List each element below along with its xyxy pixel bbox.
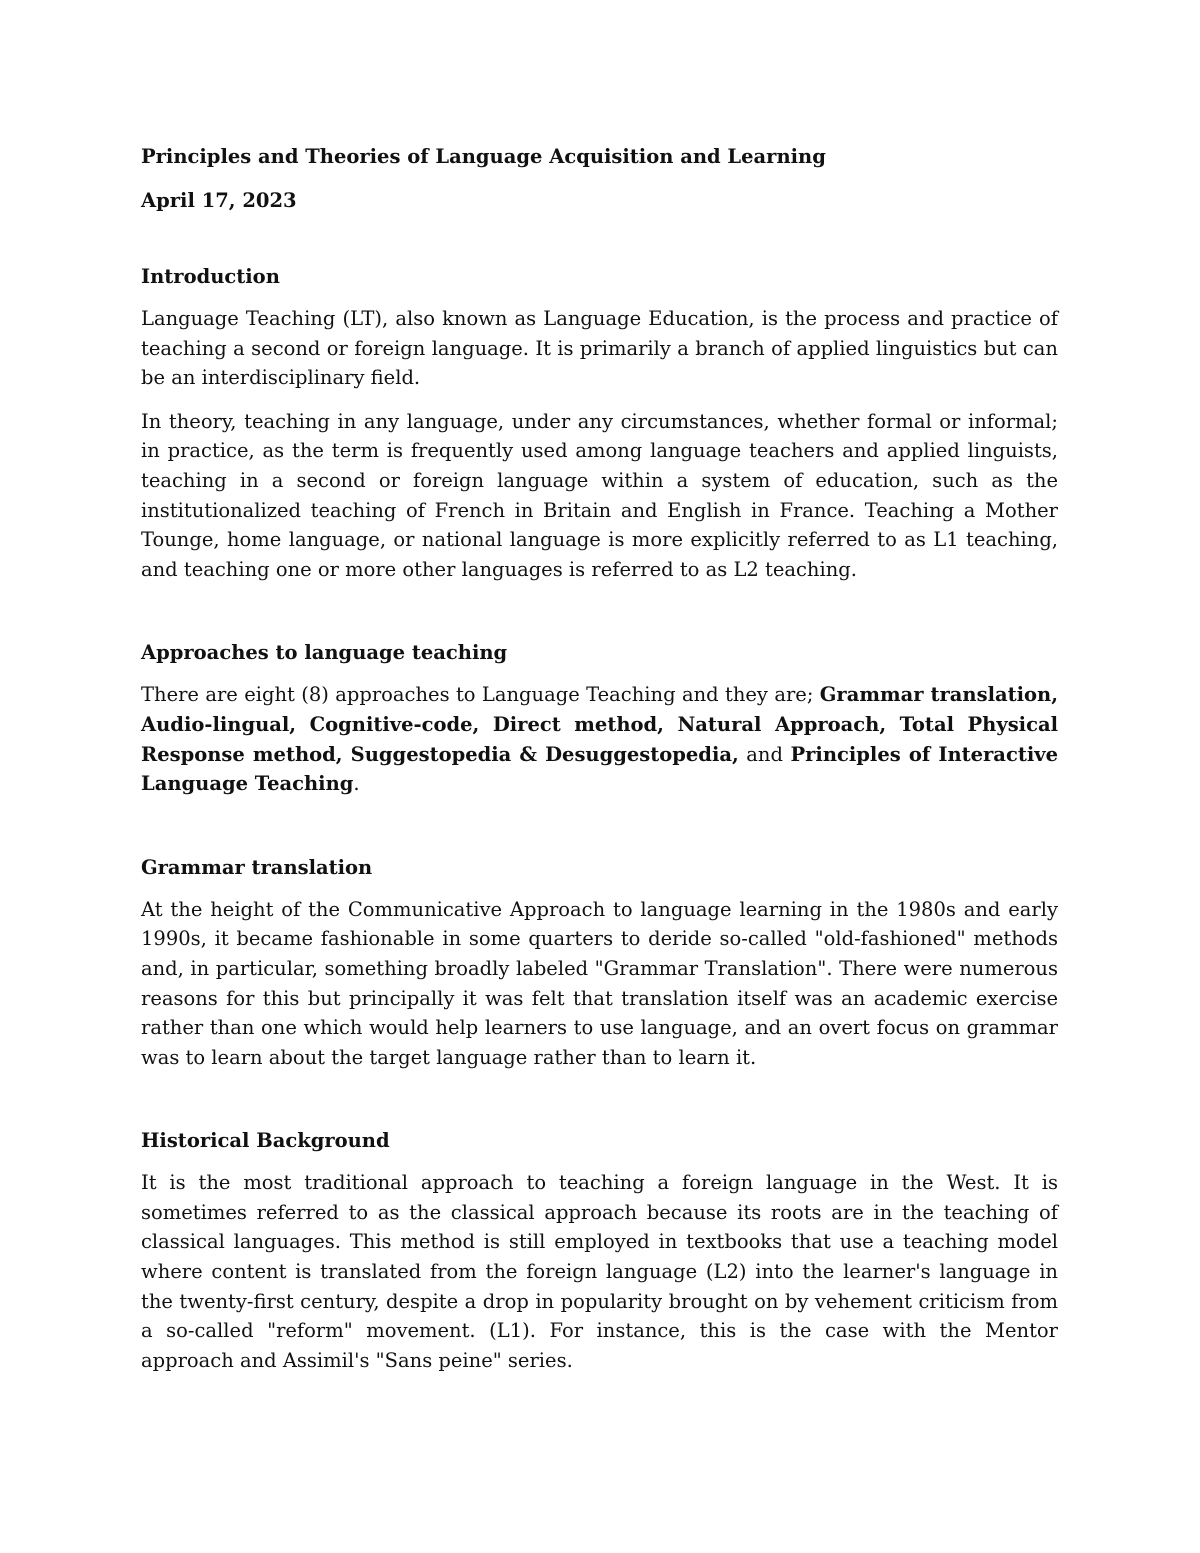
historical-background-paragraph: It is the most traditional approach to teaching a foreign language in the West. It is sometimes referred to as the classical approach because its roots are in the teaching of classical languages. This method is still employed in textbooks that use a teaching model where content is translated from the foreign language (L2) into the learner's language in the twenty-first century, despite a drop in popularity brought on by vehement criticism from a so-called "reform" movement. (L1). For instance, this is the case with the Mentor approach and Assimil's "Sans peine" series.	[141, 1171, 1058, 1372]
approaches-intro-text: There are eight (8) approaches to Language Teaching and they are;	[141, 683, 820, 707]
introduction-paragraph-2: In theory, teaching in any language, under any circumstances, whether formal or informal; in practice, as the term is frequently used among language teachers and applied linguists, teaching in a second or foreign language within a system of education, such as the institutionalized teaching of French in Britain and English in France. Teaching a Mother Tounge, home language, or national language is more explicitly referred to as L1 teaching, and teaching one or more other languages is referred to as L2 teaching.	[141, 409, 1058, 581]
introduction-paragraph-1: Language Teaching (LT), also known as Language Education, is the process and practice of teaching a second or foreign language. It is primarily a branch of applied linguistics but can be an interdisciplinary field.	[141, 307, 1058, 390]
section-heading-grammar-translation: Grammar translation	[141, 855, 373, 879]
section-heading-historical-background: Historical Background	[141, 1129, 390, 1153]
section-historical-background	[141, 1124, 1058, 1375]
document-date: April 17, 2023	[141, 189, 297, 212]
approaches-paragraph	[141, 680, 1058, 798]
grammar-translation-paragraph: At the height of the Communicative Approach to language learning in the 1980s and early 1990s, it became fashionable in some quarters to deride so-called "old-fashioned" methods and, in particular, something broadly labeled "Grammar Translation". There were numerous reasons for this but principally it was felt that translation itself was an academic exercise rather than one which would help learners to use language, and an overt focus on grammar was to learn about the target language rather than to learn it.	[141, 897, 1058, 1069]
approaches-end: .	[353, 772, 360, 796]
section-heading-approaches: Approaches to language teaching	[141, 641, 508, 665]
section-heading-introduction: Introduction	[141, 265, 280, 288]
document-page	[141, 140, 1058, 1375]
section-approaches	[141, 636, 1058, 798]
approaches-bold-list: Grammar translation, Audio-lingual, Cognitive-code, Direct method, Natural Approach, Total Physical Response method, Suggestopedia & Desuggestopedia,	[141, 683, 1058, 766]
section-introduction	[141, 260, 1058, 584]
approaches-bold-last: Principles of Interactive Language Teaching	[141, 742, 1058, 796]
section-grammar-translation	[141, 851, 1058, 1073]
document-title: Principles and Theories of Language Acquisition and Learning	[141, 145, 826, 168]
approaches-connector: and	[738, 742, 791, 766]
